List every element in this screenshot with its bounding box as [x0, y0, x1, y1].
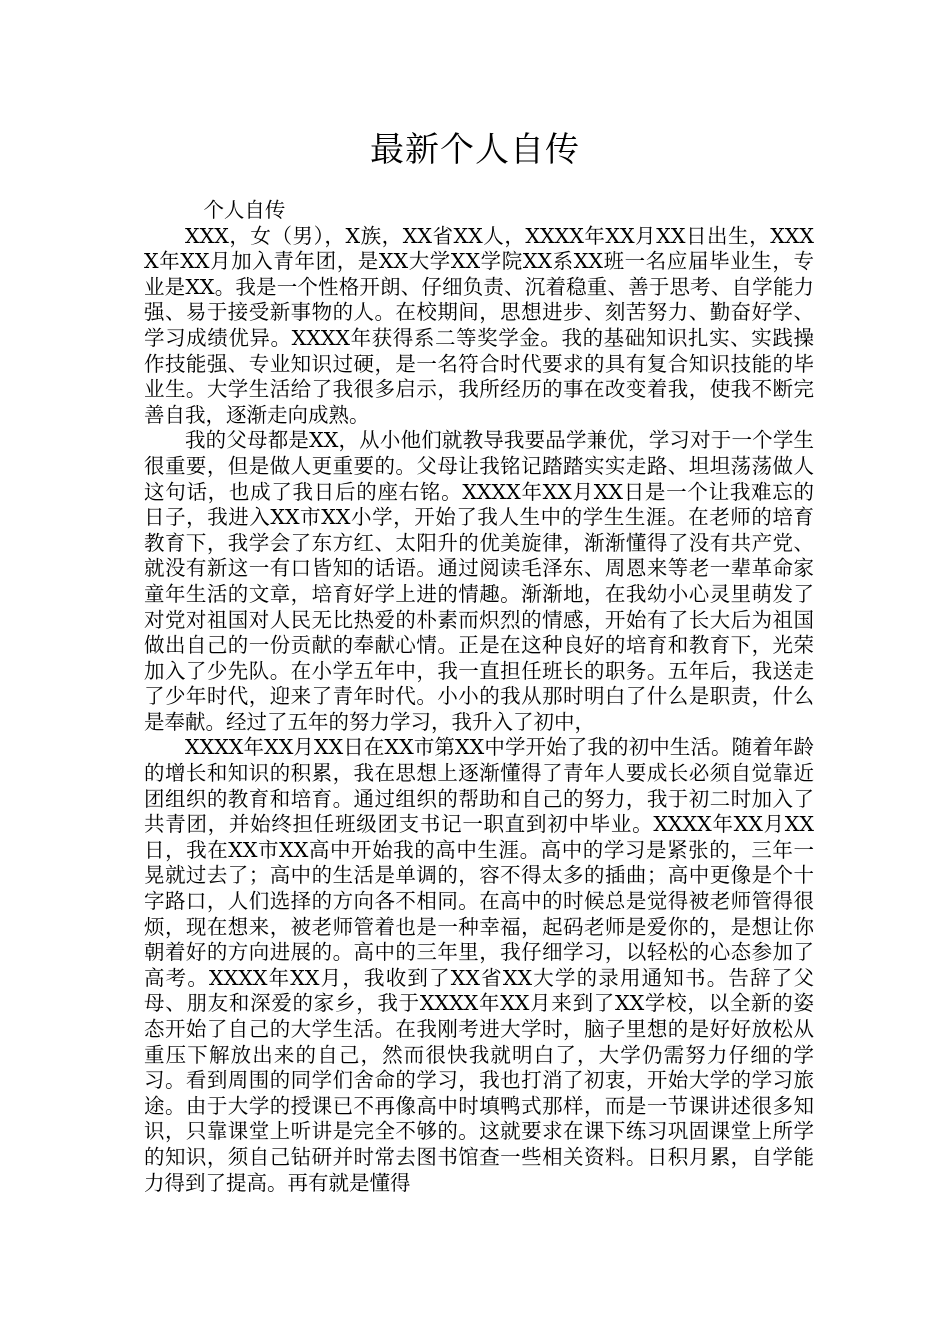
paragraph-2: 我的父母都是XX，从小他们就教导我要品学兼优，学习对于一个学生很重要，但是做人更重要的。父母让我铭记踏踏实实走路、坦坦荡荡做人这句话，也成了我日后的座右铭。XXXX年XX月XX日是一个让我难忘的日子，我进入XX市XX小学，开始了我人生中的学生生涯。在老师的培育教育下，我学会了东方红、太阳升的优美旋律，渐渐懂得了没有共产党、就没有新这一有口皆知的话语。通过阅读毛泽东、周恩来等老一辈革命家童年生活的文章，培育好学上进的情趣。渐渐地，在我幼小心灵里萌发了对党对祖国对人民无比热爱的朴素而炽烈的情感，开始有了长大后为祖国做出自己的一份贡献的奉献心情。正是在这种良好的培育和教育下，光荣加入了少先队。在小学五年中，我一直担任班长的职务。五年后，我送走了少年时代，迎来了青年时代。小小的我从那时明白了什么是职责，什么是奉献。经过了五年的努力学习，我升入了初中， — [144, 428, 814, 734]
paragraph-1: XXX，女（男），X族，XX省XX人，XXXX年XX月XX日出生，XXXX年XX月加入青年团，是XX大学XX学院XX系XX班一名应届毕业生，专业是XX。我是一个性格开朗、仔细负责、沉着稳重、善于思考、自学能力强、易于接受新事物的人。在校期间，思想进步、刻苦努力、勤奋好学、学习成绩优异。XXXX年获得系二等奖学金。我的基础知识扎实、实践操作技能强、专业知识过硬，是一名符合时代要求的具有复合知识技能的毕业生。大学生活给了我很多启示，我所经历的事在改变着我，使我不断完善自我，逐渐走向成熟。 — [144, 223, 814, 427]
section-heading: 个人自传 — [203, 198, 286, 222]
document-body — [144, 198, 814, 1196]
document-title: 最新个人自传 — [370, 130, 580, 170]
paragraph-3: XXXX年XX月XX日在XX市第XX中学开始了我的初中生活。随着年龄的增长和知识的积累，我在思想上逐渐懂得了青年人要成长必须自觉靠近团组织的教育和培育。通过组织的帮助和自己的努力，我于初二时加入了共青团，并始终担任班级团支书记一职直到初中毕业。XXXX年XX月XX日，我在XX市XX高中开始我的高中生涯。高中的学习是紧张的，三年一晃就过去了；高中的生活是单调的，容不得太多的插曲；高中更像是个十字路口，人们选择的方向各不相同。在高中的时候总是觉得被老师管得很烦，现在想来，被老师管着也是一种幸福，起码老师是爱你的，是想让你朝着好的方向进展的。高中的三年里，我仔细学习，以轻松的心态参加了高考。XXXX年XX月，我收到了XX省XX大学的录用通知书。告辞了父母、朋友和深爱的家乡，我于XXXX年XX月来到了XX学校，以全新的姿态开始了自己的大学生活。在我刚考进大学时，脑子里想的是好好放松从重压下解放出来的自己，然而很快我就明白了，大学仍需努力仔细的学习。看到周围的同学们舍命的学习，我也打消了初衷，开始大学的学习旅途。由于大学的授课已不再像高中时填鸭式那样，而是一节课讲述很多知识，只靠课堂上听讲是完全不够的。这就要求在课下练习巩固课堂上所学的知识，须自己钻研并时常去图书馆查一些相关资料。日积月累，自学能力得到了提高。再有就是懂得 — [144, 735, 814, 1195]
